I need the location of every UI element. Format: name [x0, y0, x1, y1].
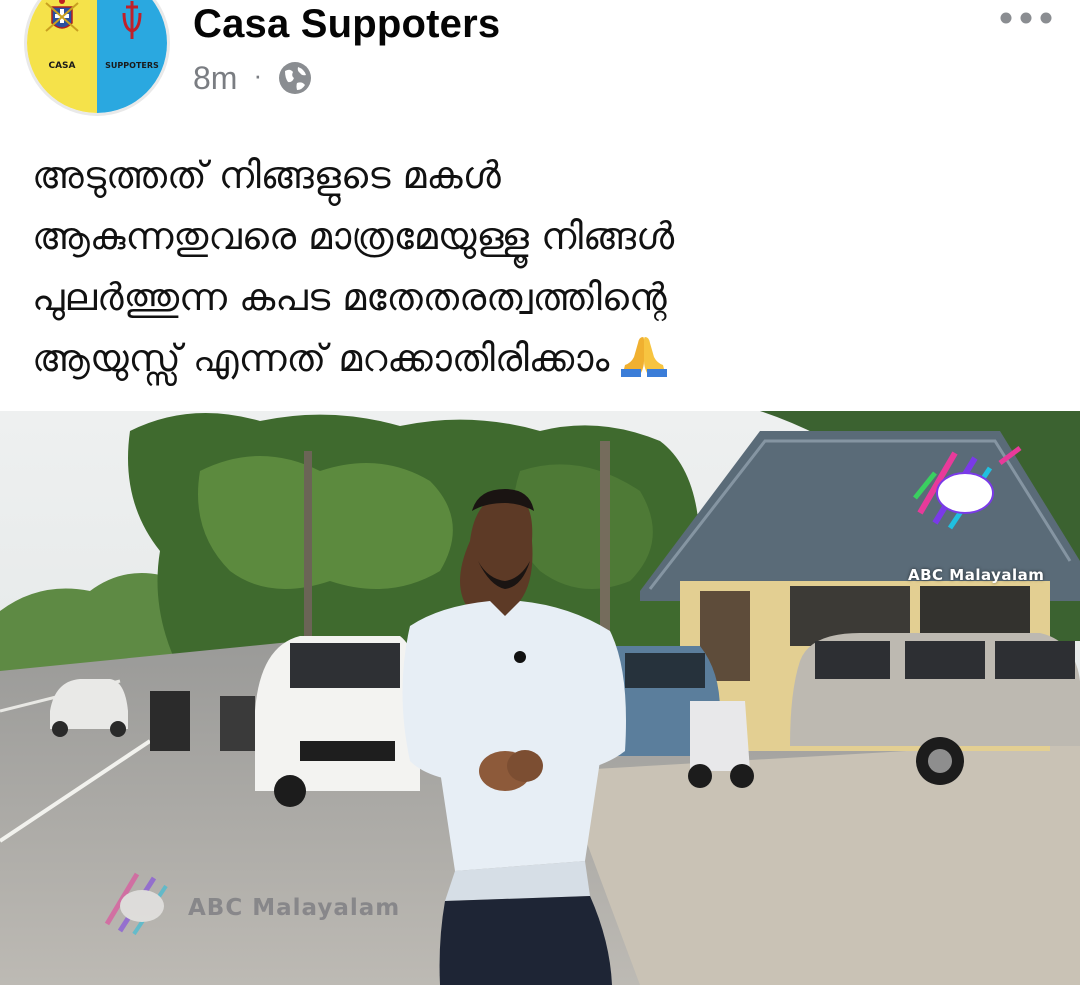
post-timestamp[interactable]: 8m [193, 59, 238, 96]
post-meta [193, 58, 314, 98]
more-options-icon[interactable] [998, 6, 1054, 30]
post-header [0, 0, 1080, 130]
page-avatar[interactable] [24, 0, 170, 116]
page-name-link[interactable]: Casa Suppoters [193, 2, 501, 46]
avatar-right-label: SUPPOTERS [105, 61, 159, 70]
folded-hands-icon [619, 333, 669, 395]
meta-separator: · [253, 59, 263, 90]
post-text-line-last [32, 328, 1062, 395]
post-text [32, 145, 1062, 395]
post-text-line: ആയുസ്സ് എന്നത് മറക്കാതിരിക്കാം [32, 336, 610, 380]
post-text-line: ആകുന്നതുവരെ മാത്രമേയുള്ളൂ നിങ്ങൾ [32, 214, 675, 258]
post-text-line: അടുത്തത് നിങ്ങളുടെ മകൾ [32, 153, 501, 197]
watermark-bottom-label: ABC Malayalam [188, 895, 401, 921]
post-text-line: പുലർത്തുന്ന കപട മതേതരത്വത്തിന്റെ [32, 275, 667, 319]
video-player[interactable] [0, 411, 1080, 985]
avatar-left-label: CASA [48, 61, 76, 71]
globe-icon[interactable] [276, 59, 314, 97]
watermark-top-label: ABC Malayalam [908, 566, 1045, 584]
video-frame [0, 411, 1080, 985]
